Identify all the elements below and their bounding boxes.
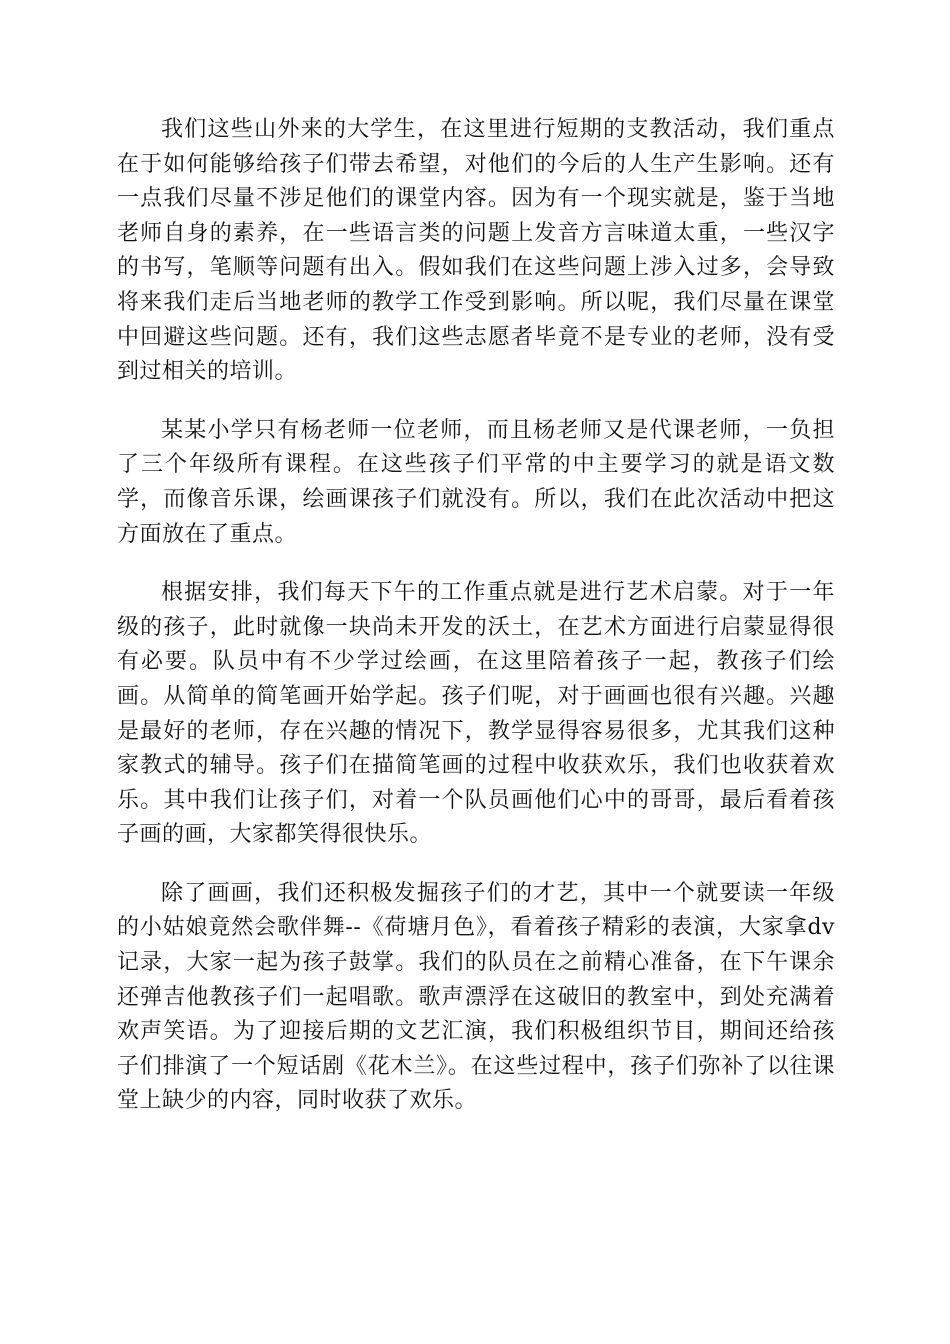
paragraph-2: 某某小学只有杨老师一位老师，而且杨老师又是代课老师，一负担了三个年级所有课程。在这些孩子们平常的中主要学习的就是语文数学，而像音乐课，绘画课孩子们就没有。所以，我们在此次活动中把这方面放在了重点。 (117, 417, 835, 547)
document-body (117, 113, 835, 1143)
paragraph-4: 除了画画，我们还积极发掘孩子们的才艺，其中一个就要读一年级的小姑娘竟然会歌伴舞--《荷塘月色》，看着孩子精彩的表演，大家拿dv记录，大家一起为孩子鼓掌。我们的队员在之前精心准备，在下午课余还弹吉他教孩子们一起唱歌。歌声漂浮在这破旧的教室中，到处充满着欢声笑语。为了迎接后期的文艺汇演，我们积极组织节目，期间还给孩子们排演了一个短话剧《花木兰》。在这些过程中，孩子们弥补了以往课堂上缺少的内容，同时收获了欢乐。 (117, 880, 835, 1114)
paragraph-3: 根据安排，我们每天下午的工作重点就是进行艺术启蒙。对于一年级的孩子，此时就像一块尚未开发的沃土，在艺术方面进行启蒙显得很有必要。队员中有不少学过绘画，在这里陪着孩子一起，教孩子们绘画。从简单的简笔画开始学起。孩子们呢，对于画画也很有兴趣。兴趣是最好的老师，存在兴趣的情况下，教学显得容易很多，尤其我们这种家教式的辅导。孩子们在描简笔画的过程中收获欢乐，我们也收获着欢乐。其中我们让孩子们，对着一个队员画他们心中的哥哥，最后看着孩子画的画，大家都笑得很快乐。 (117, 580, 835, 848)
paragraph-1: 我们这些山外来的大学生，在这里进行短期的支教活动，我们重点在于如何能够给孩子们带去希望，对他们的今后的人生产生影响。还有一点我们尽量不涉足他们的课堂内容。因为有一个现实就是，鉴于当地老师自身的素养，在一些语言类的问题上发音方言味道太重，一些汉字的书写，笔顺等问题有出入。假如我们在这些问题上涉入过多，会导致将来我们走后当地老师的教学工作受到影响。所以呢，我们尽量在课堂中回避这些问题。还有，我们这些志愿者毕竟不是专业的老师，没有受到过相关的培训。 (117, 117, 835, 385)
